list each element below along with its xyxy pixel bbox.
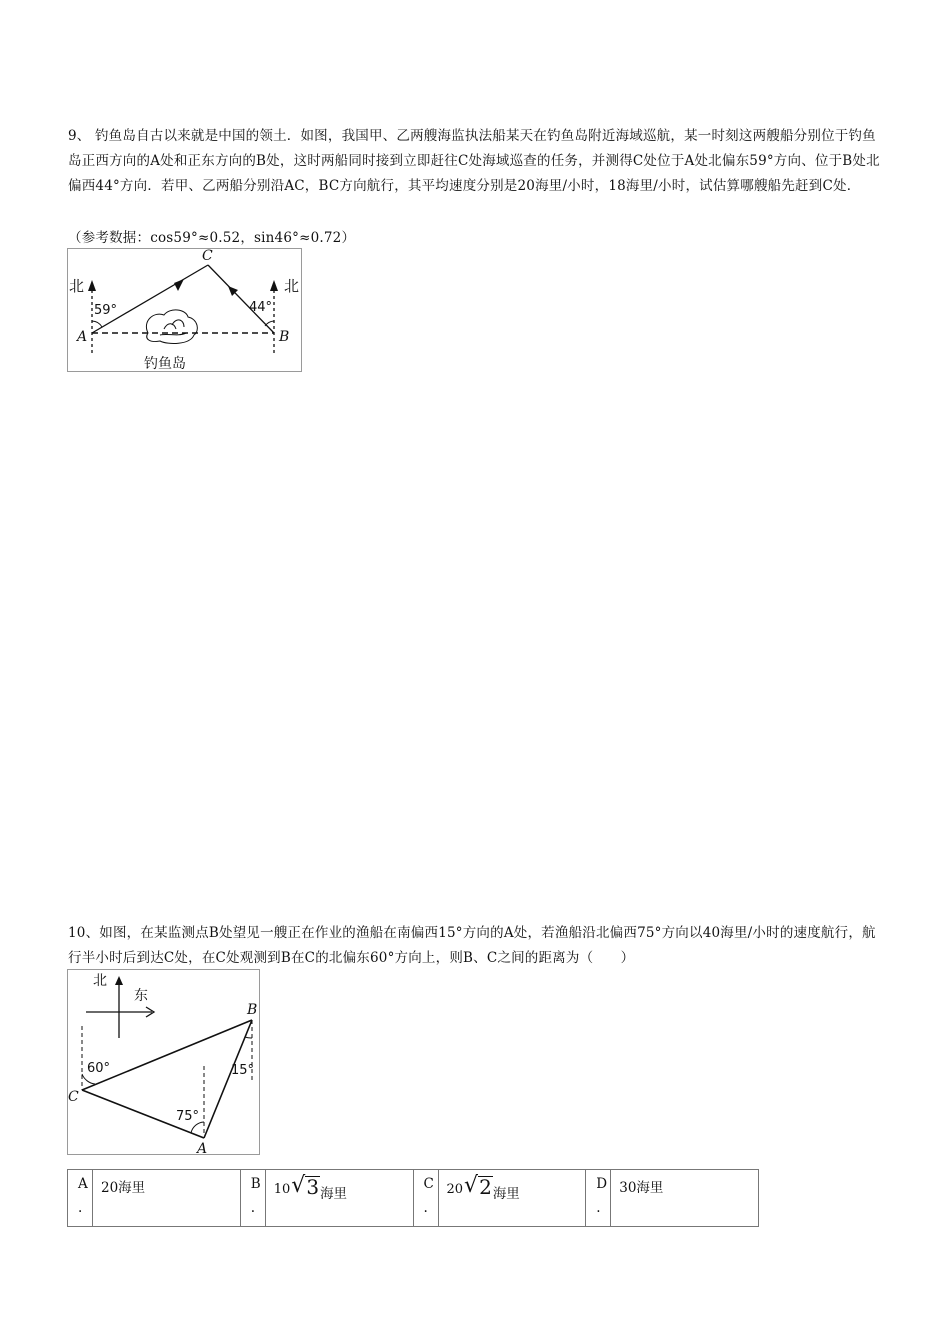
label-b: B <box>247 1002 258 1018</box>
angle-label-a: 59° <box>94 303 118 318</box>
label-c: C <box>202 249 213 264</box>
option-b-unit: 海里 <box>320 1186 348 1202</box>
side-ab <box>204 1020 255 1138</box>
compass-east-label: 东 <box>134 988 148 1004</box>
north-label-right: 北 <box>284 277 300 295</box>
option-d-letter-text: D <box>596 1176 608 1192</box>
option-d-letter[interactable] <box>586 1170 611 1227</box>
question-9-figure <box>67 248 302 372</box>
option-a-letter[interactable] <box>68 1170 93 1227</box>
option-d-dot: . <box>596 1200 601 1216</box>
option-d-text: 30海里 <box>619 1180 664 1196</box>
option-a-dot: . <box>78 1200 83 1216</box>
option-c-unit: 海里 <box>492 1186 520 1202</box>
option-c-radicand: 2 <box>479 1175 492 1199</box>
label-c: C <box>68 1089 79 1105</box>
question-9-text: 9、 钓鱼岛自古以来就是中国的领土．如图，我国甲、乙两艘海监执法船某天在钓鱼岛附近海域巡航，某一时刻这两艘船分别位于钓鱼岛正西方向的A处和正东方向的B处，这时两船同时接到立即赶往C处海域巡查的任务，并测得C处位于A处北偏东59°方向、位于B处北偏西44°方向．若甲、乙两船分别沿AC，BC方向航行，其平均速度分别是20海里/小时，18海里/小时，试估算哪艘船先赶到C处． <box>68 128 880 194</box>
question-10-figure <box>67 969 260 1155</box>
angle-label-b: 15° <box>231 1063 255 1078</box>
island-icon <box>146 310 197 344</box>
option-c-coefficient: 20 <box>446 1182 464 1197</box>
label-b: B <box>279 329 290 345</box>
north-label-left: 北 <box>69 277 85 295</box>
option-c-content[interactable] <box>438 1170 586 1227</box>
option-a-content[interactable] <box>93 1170 241 1227</box>
option-c-radical-expression <box>446 1173 520 1202</box>
north-arrow-b-icon <box>270 280 278 291</box>
option-c-dot: . <box>423 1200 428 1216</box>
option-b-radical-expression <box>273 1173 348 1202</box>
option-b-content[interactable] <box>265 1170 413 1227</box>
option-b-letter-text: B <box>250 1176 261 1192</box>
line-bc <box>208 265 274 333</box>
line-ac <box>92 265 208 333</box>
option-c-letter-text: C <box>423 1176 434 1192</box>
option-a-letter-text: A <box>78 1176 88 1192</box>
option-a-text: 20海里 <box>101 1180 146 1196</box>
compass-north-label: 北 <box>93 973 107 989</box>
angle-label-c: 60° <box>87 1061 111 1076</box>
angle-arc-b <box>245 1037 252 1038</box>
sqrt-icon: √ <box>464 1173 479 1198</box>
option-b-coefficient: 10 <box>273 1182 291 1197</box>
question-10-options-table <box>67 1169 759 1227</box>
sqrt-icon: √ <box>291 1173 306 1198</box>
option-b-dot: . <box>250 1200 256 1216</box>
angle-label-a: 75° <box>176 1109 200 1124</box>
question-10-text: 10、如图，在某监测点B处望见一艘正在作业的渔船在南偏西15°方向的A处，若渔船沿北偏西75°方向以40海里/小时的速度航行，航行半小时后到达C处，在C处观测到B在C的北偏东60°方向上，则B、C之间的距离为（ ） <box>68 925 876 966</box>
label-a: A <box>77 329 88 345</box>
island-label: 钓鱼岛 <box>144 356 186 371</box>
angle-label-b: 44° <box>249 300 273 315</box>
option-c-letter[interactable] <box>413 1170 438 1227</box>
option-b-radicand: 3 <box>306 1175 320 1199</box>
north-arrow-a-icon <box>88 280 96 291</box>
label-a: A <box>197 1141 208 1154</box>
arrow-ac-icon <box>174 279 184 291</box>
side-cb <box>82 1020 255 1090</box>
compass-north-arrow-icon <box>115 976 123 985</box>
question-9-reference-data: （参考数据：cos59°≈0.52，sin46°≈0.72） <box>68 230 356 246</box>
angle-arc-a <box>92 321 102 327</box>
option-b-letter[interactable] <box>240 1170 265 1227</box>
option-d-content[interactable] <box>611 1170 759 1227</box>
